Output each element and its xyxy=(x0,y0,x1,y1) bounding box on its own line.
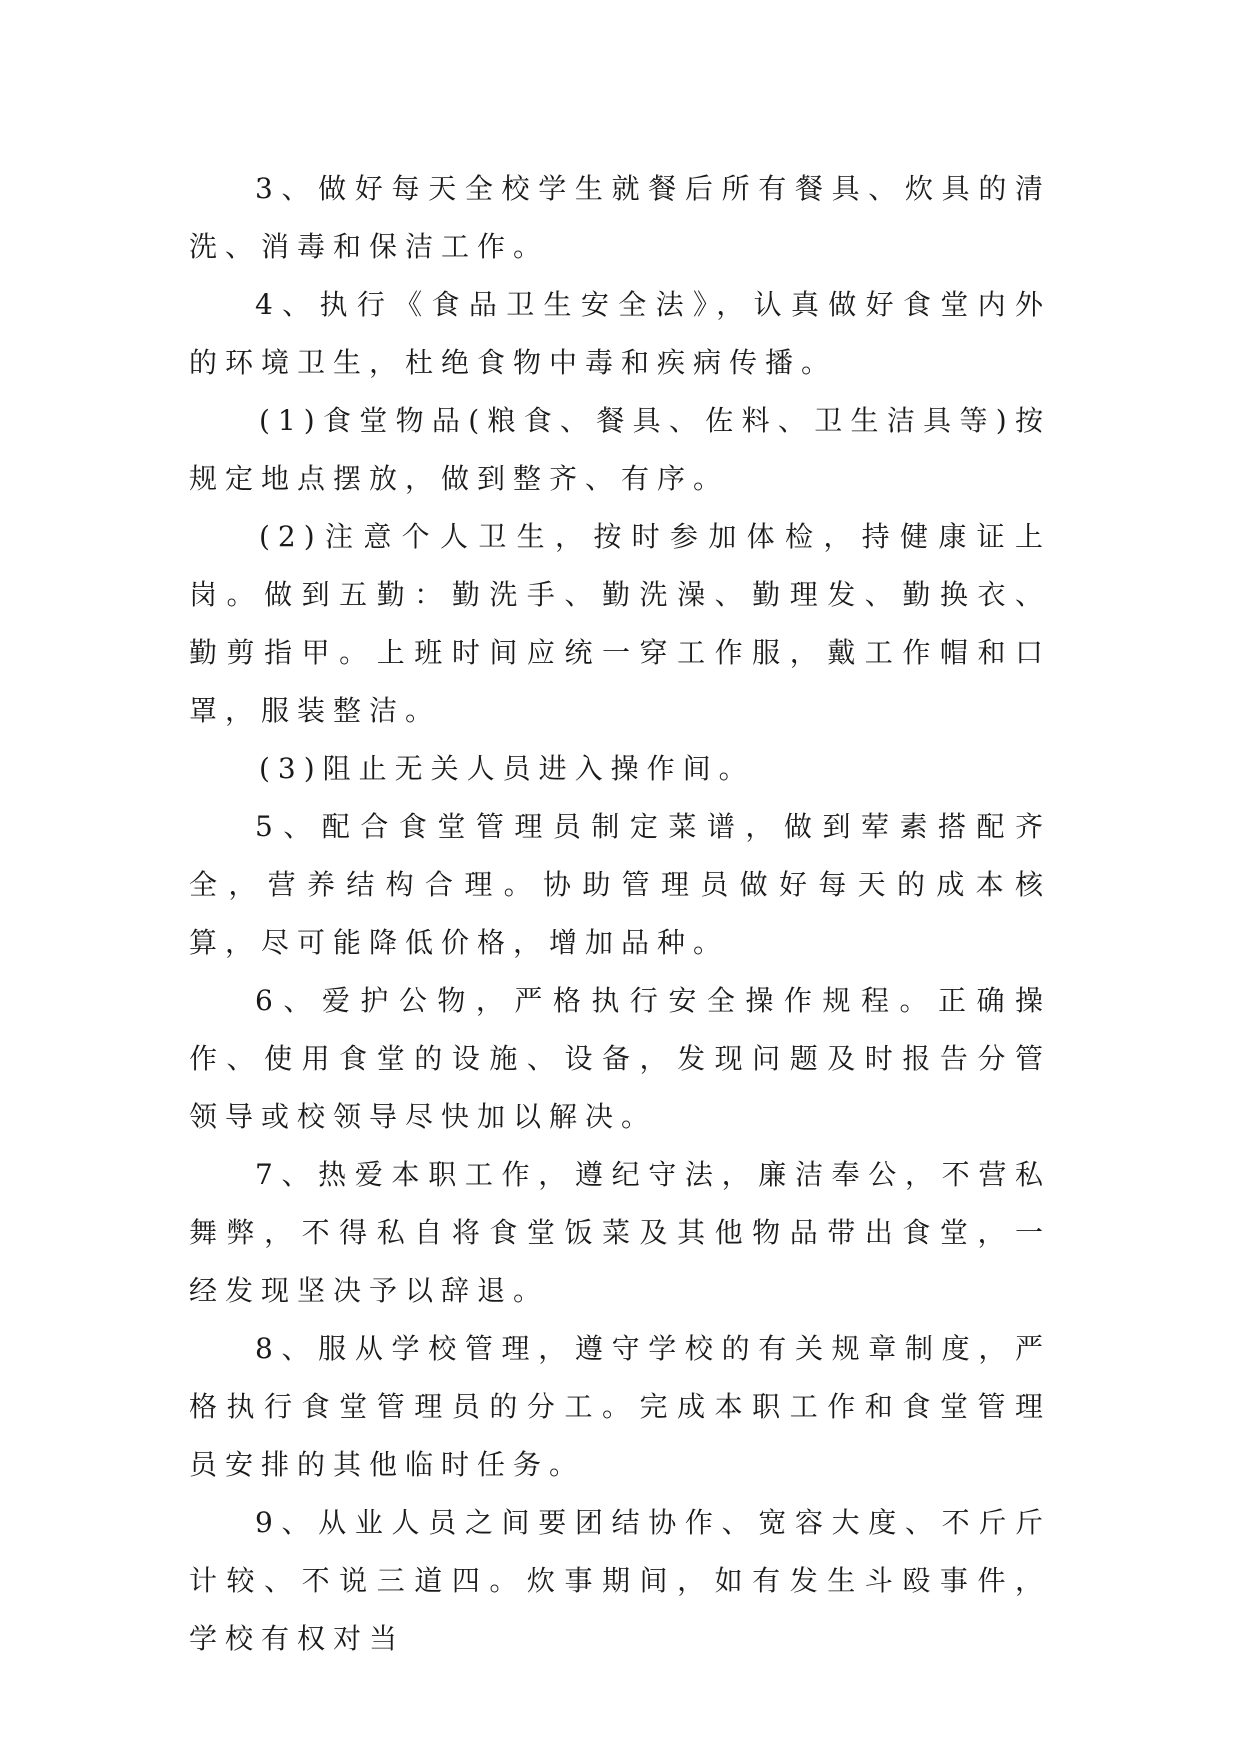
paragraph-subitem-2: (2)注意个人卫生，按时参加体检，持健康证上岗。做到五勤：勤洗手、勤洗澡、勤理发、勤换衣、勤剪指甲。上班时间应统一穿工作服，戴工作帽和口罩，服装整洁。 xyxy=(189,520,1051,727)
paragraph-item-7: 7、热爱本职工作，遵纪守法，廉洁奉公，不营私舞弊，不得私自将食堂饭菜及其他物品带出食堂，一经发现坚决予以辞退。 xyxy=(189,1158,1051,1307)
paragraph-item-6: 6、爱护公物，严格执行安全操作规程。正确操作、使用食堂的设施、设备，发现问题及时报告分管领导或校领导尽快加以解决。 xyxy=(189,984,1051,1133)
paragraph-item-3: 3、做好每天全校学生就餐后所有餐具、炊具的清洗、消毒和保洁工作。 xyxy=(189,172,1051,263)
paragraph-subitem-1: (1)食堂物品(粮食、餐具、佐料、卫生洁具等)按规定地点摆放，做到整齐、有序。 xyxy=(189,404,1051,495)
paragraph-item-4: 4、执行《食品卫生安全法》，认真做好食堂内外的环境卫生，杜绝食物中毒和疾病传播。 xyxy=(189,288,1051,379)
paragraph-subitem-3: (3)阻止无关人员进入操作间。 xyxy=(259,752,755,785)
document-body xyxy=(189,160,1051,1668)
paragraph-item-5: 5、配合食堂管理员制定菜谱，做到荤素搭配齐全，营养结构合理。协助管理员做好每天的成本核算，尽可能降低价格，增加品种。 xyxy=(189,810,1051,959)
paragraph-item-9: 9、从业人员之间要团结协作、宽容大度、不斤斤计较、不说三道四。炊事期间，如有发生斗殴事件，学校有权对当 xyxy=(189,1506,1051,1655)
paragraph-item-8: 8、服从学校管理，遵守学校的有关规章制度，严格执行食堂管理员的分工。完成本职工作和食堂管理员安排的其他临时任务。 xyxy=(189,1332,1051,1481)
